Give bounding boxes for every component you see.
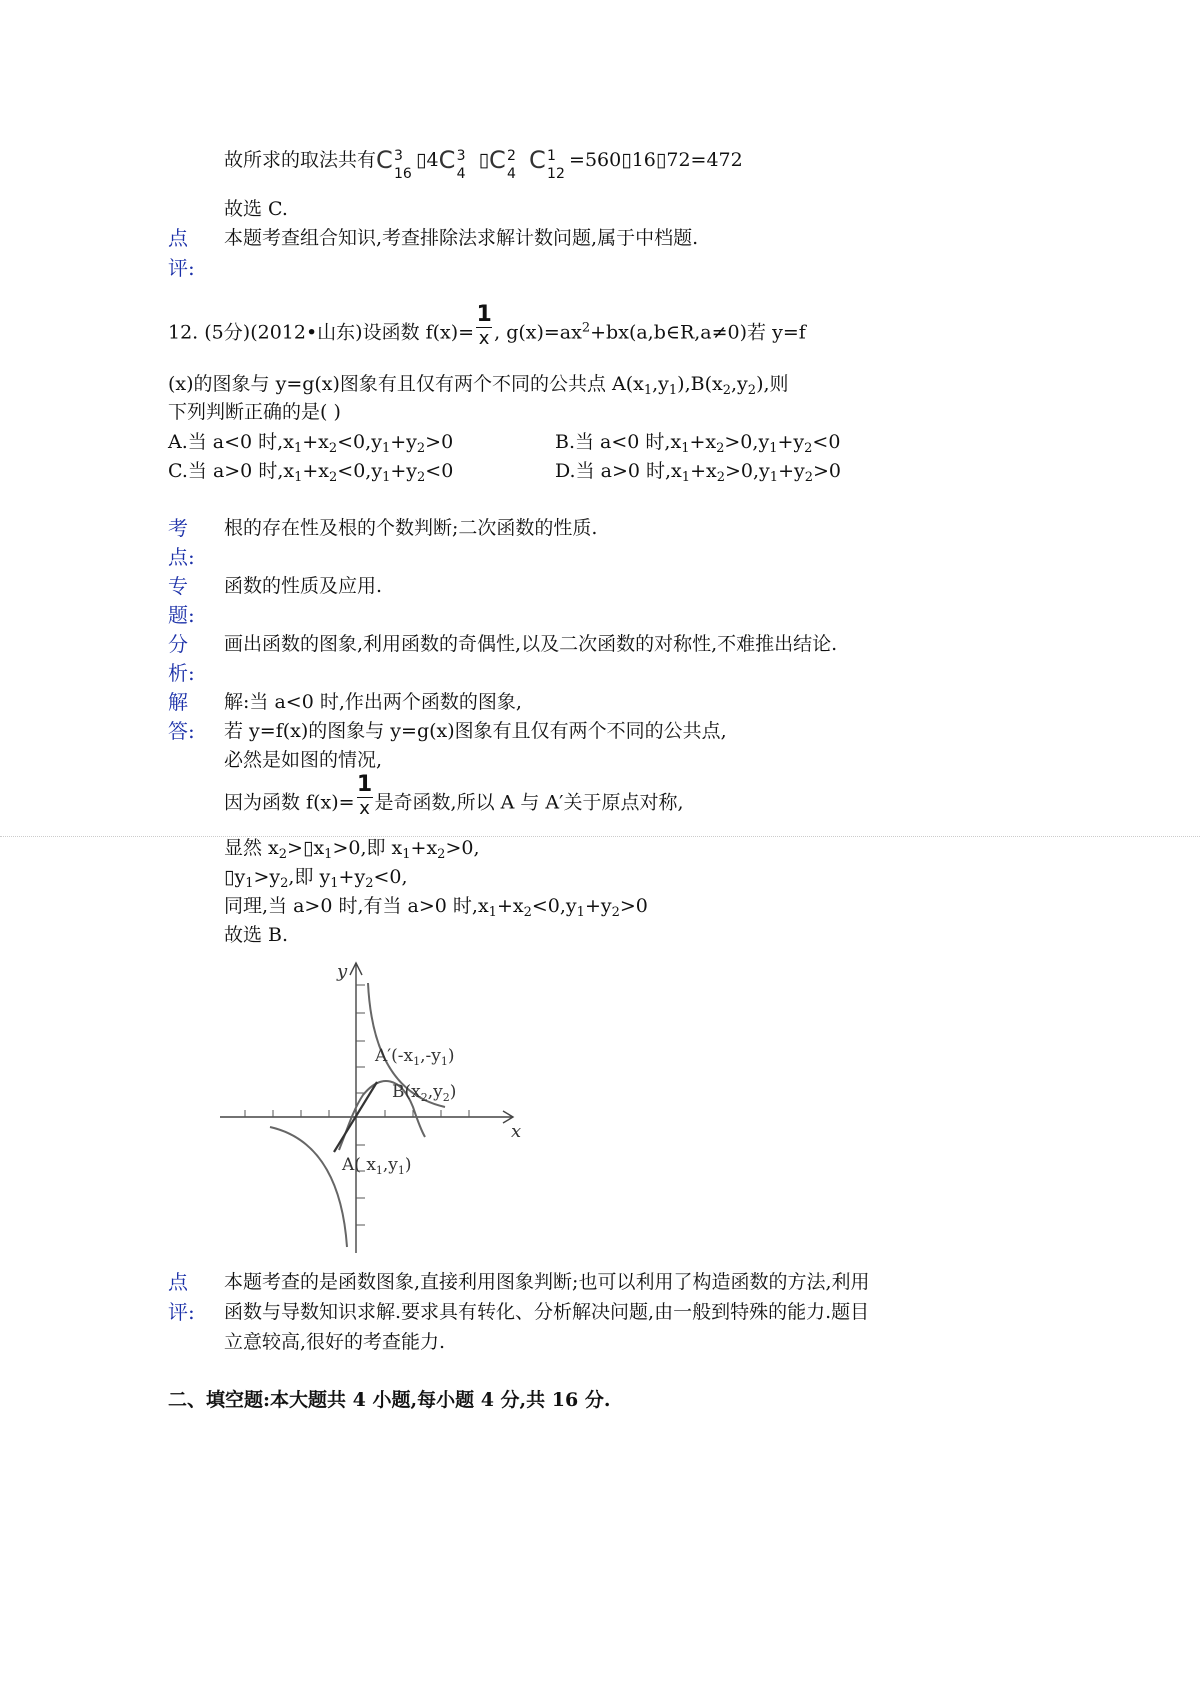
jieda-label-1: 解 [168, 690, 188, 714]
t: ,-y [420, 1046, 441, 1066]
question-source: (2012•山东)设函数 f(x)= [250, 321, 475, 344]
option-c[interactable] [168, 459, 453, 483]
solution-line-4 [224, 772, 684, 819]
line2-d: ,y [731, 373, 748, 395]
line2-a: (x)的图象与 y=g(x)图象有且仅有两个不同的公共点 A(x [168, 373, 644, 395]
question-12-line3: 下列判断正确的是( ) [168, 401, 341, 423]
section-heading-fill-blank: 二、填空题:本大题共 4 小题,每小题 4 分,共 16 分. [168, 1389, 611, 1411]
prev-dianping-text: 本题考查组合知识,考查排除法求解计数问题,属于中档题. [224, 227, 699, 249]
plus-y: +y [778, 460, 805, 482]
comb-c4-3: C 3 4 [438, 146, 466, 182]
t: <0, [373, 866, 408, 888]
sub: 1 [413, 1055, 421, 1068]
t: ) [404, 1155, 412, 1175]
t: >y [253, 866, 281, 888]
sub: 1 [440, 1055, 448, 1068]
combo-end: 72=472 [666, 149, 743, 171]
plus-y: +y [390, 460, 418, 482]
plus-x: +x [690, 460, 717, 482]
question-12-line2 [168, 372, 789, 396]
g-def: , g(x)=ax [494, 321, 582, 344]
sub: 2 [416, 441, 426, 456]
kaodian-label-2: 点: [168, 545, 195, 569]
sub: 2 [611, 905, 620, 920]
sub: 2 [417, 470, 426, 485]
line2-b: ,y [652, 373, 669, 395]
plus-y: +y [777, 431, 805, 453]
solution-line-3: 必然是如图的情况, [224, 749, 383, 771]
sub: 2 [280, 876, 289, 891]
t: +x [496, 895, 524, 917]
combo-result: =560 [569, 149, 622, 171]
fraction-numerator: 1 [356, 772, 373, 797]
fenxi-label-1: 分 [168, 632, 188, 656]
y-axis-label: y [337, 961, 348, 982]
t: 同理,当 a>0 时,有当 a>0 时,x [224, 895, 489, 917]
option-label: C.当 a>0 时,x [168, 460, 295, 482]
prev-dianping-label-2: 评: [168, 256, 195, 280]
sub: 2 [365, 876, 374, 891]
sub: 1 [330, 876, 339, 891]
y-part: ,y [753, 460, 770, 482]
zhuanti-text: 函数的性质及应用. [224, 575, 383, 597]
jieda-label-2: 答: [168, 719, 195, 743]
sol4a: 因为函数 f(x)= [224, 791, 355, 814]
y-part: ,y [752, 431, 770, 453]
combo-mid: 16 [631, 149, 656, 171]
sub: 2 [804, 441, 813, 456]
rel: >0 [724, 460, 753, 482]
dianping-line-2: 函数与导数知识求解.要求具有转化、分析解决问题,由一般到特殊的能力.题目 [224, 1301, 870, 1323]
sub: 1 [382, 470, 391, 485]
solution-line-7 [224, 894, 648, 918]
sub: 1 [397, 1164, 405, 1177]
plus-x: +x [302, 431, 329, 453]
solution-line-8: 故选 B. [224, 924, 289, 946]
x-axis-label: x [511, 1121, 522, 1142]
rel: >0 [724, 431, 753, 453]
option-label: A.当 a<0 时,x [168, 431, 294, 453]
t: B(x [392, 1082, 421, 1102]
label-A [341, 1155, 412, 1177]
zhuanti-label-2: 题: [168, 603, 195, 627]
option-d[interactable] [555, 459, 841, 483]
t: >0 [619, 895, 648, 917]
fraction-denominator: x [359, 798, 370, 819]
t: +y [584, 895, 612, 917]
label-B [392, 1082, 456, 1104]
plus-x: +x [689, 431, 717, 453]
solution-line-6 [224, 865, 408, 889]
fenxi-text: 画出函数的图象,利用函数的奇偶性,以及二次函数的对称性,不难推出结论. [224, 633, 838, 655]
sub: 1 [769, 470, 779, 485]
sub: 2 [278, 847, 288, 862]
solution-line-5 [224, 836, 480, 860]
t: 显然 x [224, 837, 279, 859]
sub: 1 [488, 905, 497, 920]
sub: 1 [643, 383, 653, 398]
rel: <0 [337, 431, 366, 453]
sub: 1 [668, 383, 678, 398]
dianping-label-1: 点 [168, 1270, 188, 1294]
rel: <0 [425, 460, 454, 482]
t: y [234, 866, 246, 888]
t: ) [449, 1082, 457, 1102]
option-label: B.当 a<0 时,x [555, 431, 682, 453]
sub: 1 [681, 470, 691, 485]
sub: 2 [722, 383, 731, 398]
missing-glyph: ▯ [655, 149, 667, 171]
sub: 1 [324, 847, 333, 862]
question-12-line1 [168, 302, 806, 349]
option-b[interactable] [555, 430, 840, 454]
g-exponent: 2 [581, 320, 591, 336]
sub: 2 [442, 1091, 450, 1104]
sub: 1 [381, 441, 391, 456]
sub: 2 [437, 847, 446, 862]
t: ,y [382, 1155, 398, 1175]
comb-c4-2: C 2 4 [489, 146, 516, 182]
dianping-line-3: 立意较高,很好的考查能力. [224, 1331, 446, 1353]
prev-dianping-label-1: 点 [168, 226, 188, 250]
sol4b: 是奇函数,所以 A 与 A′关于原点对称, [374, 791, 684, 814]
sub: 1 [681, 441, 690, 456]
fenxi-label-2: 析: [168, 661, 195, 685]
solution-line-2: 若 y=f(x)的图象与 y=g(x)图象有且仅有两个不同的公共点, [224, 720, 727, 742]
rel: >0 [425, 431, 454, 453]
t: x [313, 837, 325, 859]
t: ) [447, 1046, 455, 1066]
t: ( x [354, 1155, 376, 1175]
dianping-label-2: 评: [168, 1300, 195, 1324]
t: +x [410, 837, 438, 859]
missing-glyph: ▯ [302, 837, 314, 859]
option-a[interactable] [168, 430, 453, 454]
comb-c12-1: C 1 12 [529, 146, 565, 182]
sub: 2 [329, 470, 338, 485]
combo-glyph: 4 [426, 149, 439, 171]
hyperbola-branch-negative [270, 1127, 347, 1247]
t: <0,y [531, 895, 577, 917]
fraction-1-over-x-2 [357, 774, 373, 819]
function-graph-figure [215, 955, 535, 1260]
t: >0, [445, 837, 480, 859]
page-break-divider [0, 836, 1200, 837]
sub: 1 [293, 441, 303, 456]
t: ,即 y [288, 866, 331, 888]
t: > [287, 837, 303, 859]
t: A [342, 1155, 355, 1175]
sub: 1 [245, 876, 254, 891]
sub: 1 [294, 470, 303, 485]
rel: <0 [812, 431, 841, 453]
sub: 2 [747, 383, 757, 398]
t: >0,即 x [332, 837, 403, 859]
sub: 1 [375, 1164, 383, 1177]
sub: 1 [576, 905, 585, 920]
fraction-1-over-x [476, 304, 492, 349]
missing-glyph: ▯ [478, 149, 490, 171]
plus-x: +x [302, 460, 329, 482]
g-rest: +bx(a,b∈R,a≠0)若 y=f [590, 321, 806, 344]
missing-glyph: ▯ [416, 149, 427, 171]
dianping-line-1: 本题考查的是函数图象,直接利用图象判断;也可以利用了构造函数的方法,利用 [224, 1271, 870, 1293]
comb-c16-3: C 3 16 [376, 146, 412, 182]
rel: >0 [813, 460, 842, 482]
sub: 2 [716, 441, 725, 456]
solution-line-1: 解:当 a<0 时,作出两个函数的图象, [224, 691, 522, 713]
sub: 1 [769, 441, 778, 456]
fraction-denominator: x [478, 328, 490, 349]
missing-glyph: ▯ [224, 866, 235, 888]
fraction-numerator: 1 [476, 302, 492, 327]
zhuanti-label-1: 专 [168, 574, 188, 598]
option-label: D.当 a>0 时,x [555, 460, 682, 482]
y-part: ,y [365, 431, 382, 453]
rel: <0 [337, 460, 366, 482]
sub: 2 [523, 905, 532, 920]
kaodian-label-1: 考 [168, 516, 188, 540]
kaodian-text: 根的存在性及根的个数判断;二次函数的性质. [224, 517, 598, 539]
line2-c: ),B(x [677, 373, 723, 395]
t: +y [338, 866, 366, 888]
t: ,y [427, 1082, 443, 1102]
line2-e: ),则 [756, 373, 789, 395]
question-score: (5分) [204, 321, 251, 344]
sub: 2 [328, 441, 338, 456]
combo-line [224, 146, 743, 182]
prev-choose: 故选 C. [224, 198, 288, 220]
t: A′(-x [375, 1046, 414, 1066]
sub: 1 [402, 847, 411, 862]
question-number: 12. [168, 321, 199, 344]
sub: 2 [804, 470, 813, 485]
sub: 2 [716, 470, 725, 485]
label-A-prime [374, 1046, 455, 1068]
combo-prefix: 故所求的取法共有 [224, 149, 377, 171]
missing-glyph: ▯ [621, 149, 632, 171]
y-part: ,y [365, 460, 383, 482]
plus-y: +y [390, 431, 417, 453]
sub: 2 [420, 1091, 428, 1104]
